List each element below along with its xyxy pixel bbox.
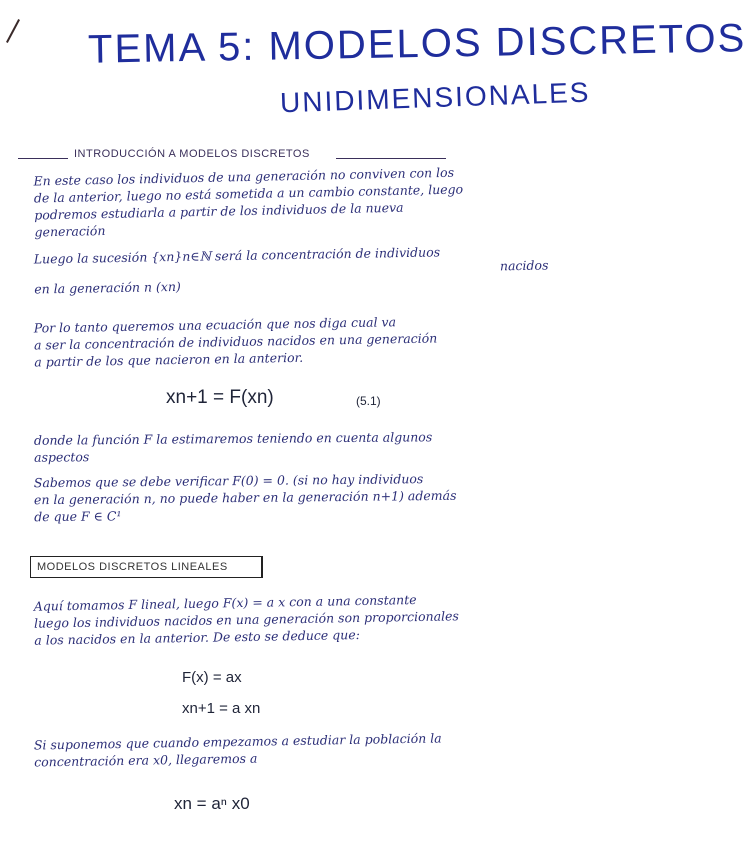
- intro-paragraph-3: [34, 312, 438, 370]
- text-line: luego los individuos nacidos en una generación son proporcionales: [33, 608, 460, 631]
- equation-5-1: xn+1 = F(xn): [166, 387, 274, 408]
- text-line: Sabemos que se debe verificar F(0) = 0. (si no hay individuos: [33, 471, 424, 491]
- text-line: nacidos: [499, 257, 549, 274]
- heading-rule-right: [336, 158, 446, 159]
- intro-paragraph-4: [34, 428, 433, 465]
- intro-heading: [18, 148, 578, 166]
- text-line: aspectos: [34, 449, 90, 465]
- intro-heading-text: INTRODUCCIÓN A MODELOS DISCRETOS: [74, 148, 310, 160]
- text-line: concentración era x0, llegaremos a: [34, 750, 258, 770]
- linear-models-heading: MODELOS DISCRETOS LINEALES: [30, 556, 263, 578]
- intro-paragraph-1: [33, 164, 464, 241]
- heading-rule-left: [18, 158, 68, 159]
- text-line: Por lo tanto queremos una ecuación que nos diga cual va: [33, 314, 397, 336]
- page-title-line-2: UNIDIMENSIONALES: [279, 76, 591, 119]
- text-line: de que F ∈ C¹: [34, 508, 122, 525]
- page-title-line-1: TEMA 5: MODELOS DISCRETOS: [87, 16, 747, 72]
- text-line: Aquí tomamos F lineal, luego F(x) = a x con a una constante: [33, 592, 417, 614]
- pen-mark: [6, 19, 20, 43]
- intro-paragraph-5: [34, 470, 457, 525]
- text-line: En este caso los individuos de una generación no conviven con los: [33, 164, 455, 189]
- equation-recurrence: xn+1 = a xn: [182, 700, 261, 717]
- equation-label: (5.1): [356, 394, 381, 408]
- text-line: Si suponemos que cuando empezamos a estudiar la población la: [33, 730, 442, 753]
- text-line: generación: [34, 223, 106, 240]
- text-line: a partir de los que nacieron en la anterior.: [34, 349, 304, 370]
- linear-paragraph-1: [34, 590, 460, 648]
- linear-paragraph-2: [34, 729, 442, 770]
- text-line: podremos estudiarla a partir de los individuos de la nueva: [34, 199, 404, 223]
- text-line: de la anterior, luego no está sometida a un cambio constante, luego: [33, 181, 464, 206]
- text-line: a ser la concentración de individuos nacidos en una generación: [33, 330, 438, 353]
- text-line: en la generación n, no puede haber en la generación n+1) además: [33, 487, 457, 508]
- intro-paragraph-2: [34, 242, 549, 298]
- text-line: en la generación n (xn): [34, 278, 181, 297]
- equation-solution: xn = aⁿ x0: [174, 794, 250, 813]
- text-line: Luego la sucesión {xn}n∈ℕ será la concentración de individuos: [33, 244, 441, 267]
- equation-fx: F(x) = ax: [182, 669, 242, 686]
- text-line: donde la función F la estimaremos teniendo en cuenta algunos: [33, 429, 433, 448]
- text-line: a los nacidos en la anterior. De esto se deduce que:: [34, 627, 360, 648]
